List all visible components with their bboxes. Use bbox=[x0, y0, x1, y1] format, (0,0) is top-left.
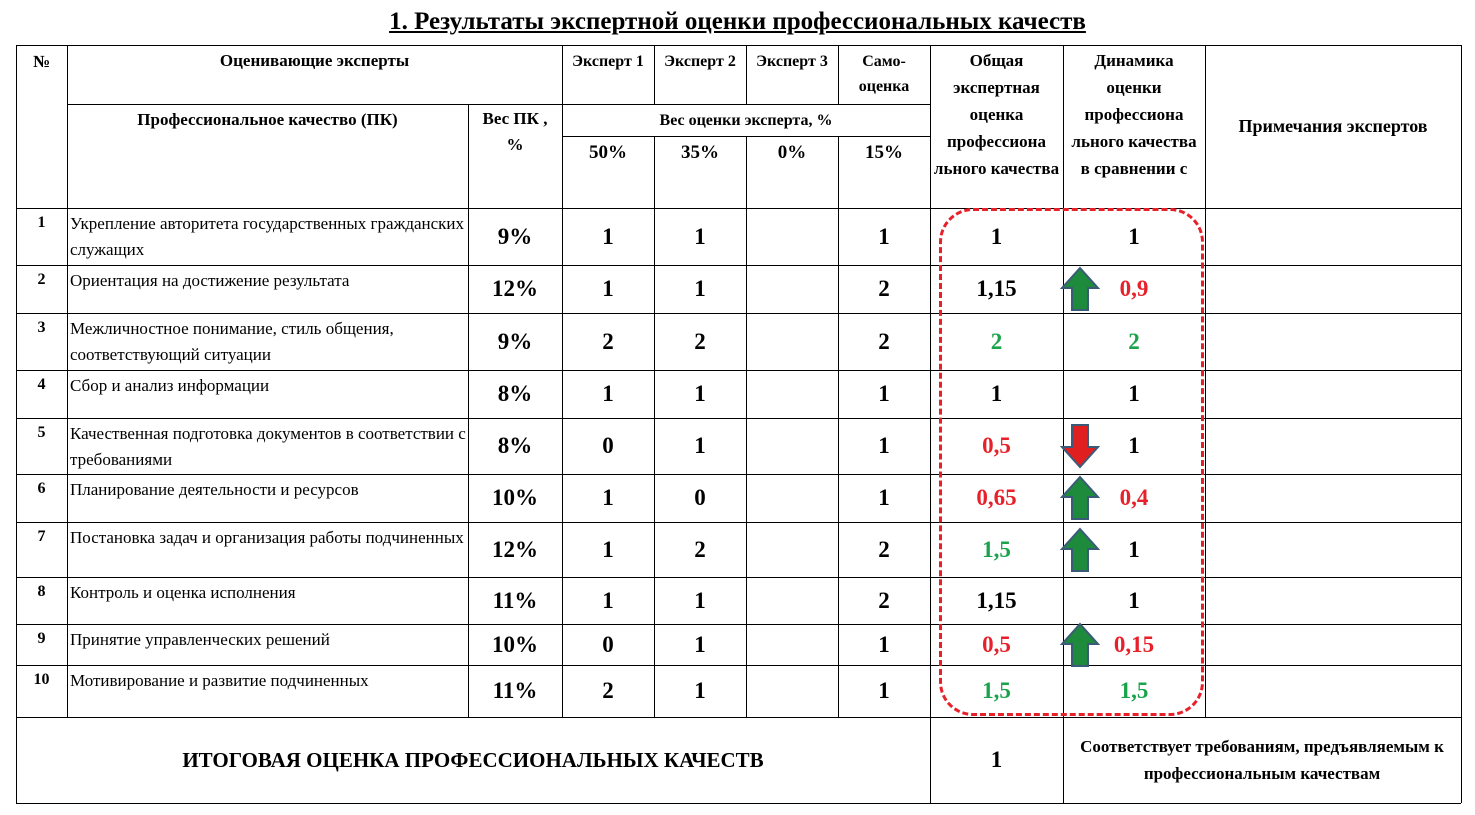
expert-1-score: 1 bbox=[602, 223, 614, 249]
header-professional-quality: Профессиональное качество (ПК) bbox=[137, 109, 398, 129]
header-self-assessment: Само-оценка bbox=[858, 53, 910, 95]
expert-1-score: 1 bbox=[602, 276, 614, 301]
row-number: 3 bbox=[37, 319, 46, 336]
dynamics-value: 0,15 bbox=[1113, 631, 1155, 657]
col-line bbox=[838, 45, 839, 104]
expert-2-score: 0 bbox=[694, 485, 706, 510]
dynamics-value: 1 bbox=[1128, 536, 1140, 562]
expert-2-score: 1 bbox=[694, 678, 706, 703]
header-expert-1: Эксперт 1 bbox=[572, 53, 644, 70]
expert-1-score: 2 bbox=[602, 678, 614, 703]
overall-score: 1,15 bbox=[976, 587, 1017, 613]
self-score: 1 bbox=[878, 433, 890, 458]
dynamics-value: 0,4 bbox=[1119, 485, 1149, 510]
quality-name: Принятие управленческих решений bbox=[70, 630, 330, 649]
quality-weight: 10% bbox=[492, 631, 538, 657]
row-number: 1 bbox=[37, 214, 46, 231]
dynamics-value: 1,5 bbox=[1119, 678, 1149, 703]
quality-weight: 9% bbox=[497, 223, 533, 249]
quality-name: Межличностное понимание, стиль общения, соответствующий ситуации bbox=[70, 319, 394, 364]
header-evaluating-experts: Оценивающие эксперты bbox=[219, 51, 410, 70]
quality-name: Ориентация на достижение результата bbox=[70, 271, 350, 290]
dynamics-value: 1 bbox=[1128, 433, 1140, 458]
overall-score: 2 bbox=[990, 328, 1003, 354]
self-score: 2 bbox=[878, 328, 890, 354]
dynamics-value: 1 bbox=[1128, 587, 1140, 613]
overall-score: 1,5 bbox=[982, 678, 1011, 703]
header-expert-2: Эксперт 2 bbox=[664, 53, 736, 70]
self-score: 1 bbox=[878, 223, 890, 249]
expert-note bbox=[1205, 418, 1461, 474]
self-score: 2 bbox=[878, 536, 890, 562]
expert-3-score bbox=[746, 522, 838, 577]
expert-3-score bbox=[746, 370, 838, 418]
expert-1-score: 1 bbox=[602, 485, 614, 510]
row-number: 7 bbox=[37, 528, 46, 545]
quality-weight: 11% bbox=[492, 678, 538, 703]
expert-1-score: 1 bbox=[602, 381, 614, 406]
self-score: 1 bbox=[878, 381, 890, 406]
expert-note bbox=[1205, 370, 1461, 418]
expert-2-score: 1 bbox=[694, 276, 706, 301]
expert-note bbox=[1205, 313, 1461, 370]
quality-weight: 8% bbox=[497, 381, 533, 406]
expert-2-score: 1 bbox=[694, 433, 706, 458]
expert-3-score bbox=[746, 418, 838, 474]
header-weight-pk-unit: % bbox=[506, 134, 524, 154]
dynamics-value: 1 bbox=[1128, 381, 1140, 406]
header-expert-3: Эксперт 3 bbox=[756, 53, 828, 70]
self-score: 2 bbox=[878, 587, 890, 613]
total-value: 1 bbox=[990, 747, 1003, 772]
header-expert-notes: Примечания экспертов bbox=[1238, 116, 1428, 136]
quality-name: Укрепление авторитета государственных гражданских служащих bbox=[70, 214, 465, 259]
expert-1-score: 0 bbox=[602, 433, 614, 458]
expert-note bbox=[1205, 265, 1461, 313]
expert-note bbox=[1205, 665, 1461, 717]
quality-name: Планирование деятельности и ресурсов bbox=[70, 480, 359, 499]
quality-weight: 11% bbox=[492, 587, 538, 613]
row-number: 10 bbox=[33, 671, 50, 688]
expert-3-score bbox=[746, 208, 838, 265]
row-number: 5 bbox=[37, 424, 46, 441]
expert-3-score bbox=[746, 577, 838, 624]
expert-1-score: 2 bbox=[602, 328, 614, 354]
expert-2-score: 1 bbox=[694, 587, 706, 613]
expert-2-score: 1 bbox=[694, 631, 706, 657]
expert-2-score: 1 bbox=[694, 223, 706, 249]
overall-score: 0,5 bbox=[982, 631, 1011, 657]
dynamics-value: 1 bbox=[1128, 223, 1140, 249]
row-number: 4 bbox=[37, 376, 46, 393]
quality-weight: 9% bbox=[497, 328, 533, 354]
expert-3-score bbox=[746, 665, 838, 717]
weight-expert-3: 0% bbox=[777, 141, 807, 163]
quality-name: Постановка задач и организация работы подчиненных bbox=[70, 528, 464, 547]
quality-name: Мотивирование и развитие подчиненных bbox=[70, 671, 369, 690]
overall-score: 1 bbox=[990, 223, 1003, 249]
quality-weight: 8% bbox=[497, 433, 533, 458]
overall-score: 1,5 bbox=[982, 536, 1011, 562]
overall-score: 1 bbox=[990, 381, 1003, 406]
header-number: № bbox=[32, 51, 51, 71]
quality-weight: 10% bbox=[492, 485, 538, 510]
weight-self: 15% bbox=[865, 141, 903, 163]
expert-note bbox=[1205, 474, 1461, 522]
quality-name: Сбор и анализ информации bbox=[70, 376, 270, 395]
expert-note bbox=[1205, 208, 1461, 265]
row-number: 8 bbox=[37, 583, 46, 600]
header-overall-assessment: Общая экспертная оценка профессиона льного качества bbox=[933, 51, 1060, 178]
page-title: 1. Результаты экспертной оценки профессиональных качеств bbox=[389, 8, 1086, 35]
self-score: 1 bbox=[878, 485, 890, 510]
header-weight-pk: Вес ПК , bbox=[482, 108, 548, 128]
row-number: 6 bbox=[37, 480, 46, 497]
self-score: 1 bbox=[878, 631, 890, 657]
weight-expert-2: 35% bbox=[681, 141, 719, 163]
header-dynamics: Динамика оценки профессиона льного качества в сравнении с bbox=[1071, 51, 1197, 178]
quality-name: Контроль и оценка исполнения bbox=[70, 583, 296, 602]
expert-2-score: 1 bbox=[694, 381, 706, 406]
expert-2-score: 2 bbox=[694, 328, 706, 354]
expert-3-score bbox=[746, 624, 838, 665]
table-border-right bbox=[1461, 45, 1462, 803]
quality-name: Качественная подготовка документов в соответствии с требованиями bbox=[70, 424, 466, 469]
overall-score: 0,5 bbox=[982, 433, 1011, 458]
expert-3-score bbox=[746, 265, 838, 313]
highlight-dashed-box bbox=[939, 208, 1204, 716]
expert-1-score: 1 bbox=[602, 536, 614, 562]
self-score: 2 bbox=[878, 276, 890, 301]
table-border-bottom bbox=[16, 803, 1461, 804]
expert-note bbox=[1205, 522, 1461, 577]
quality-weight: 12% bbox=[492, 276, 538, 301]
col-line bbox=[654, 45, 655, 104]
expert-3-score bbox=[746, 474, 838, 522]
overall-score: 0,65 bbox=[976, 485, 1017, 510]
dynamics-value: 2 bbox=[1128, 328, 1140, 354]
expert-note bbox=[1205, 577, 1461, 624]
row-number: 2 bbox=[37, 271, 46, 288]
overall-score: 1,15 bbox=[976, 276, 1017, 301]
total-conclusion: Соответствует требованиям, предъявляемым к профессиональным качествам bbox=[1080, 737, 1444, 783]
expert-1-score: 0 bbox=[602, 631, 614, 657]
row-number: 9 bbox=[37, 630, 46, 647]
expert-3-score bbox=[746, 313, 838, 370]
header-expert-weight: Вес оценки эксперта, % bbox=[659, 111, 833, 129]
expert-note bbox=[1205, 624, 1461, 665]
expert-1-score: 1 bbox=[602, 587, 614, 613]
quality-weight: 12% bbox=[492, 536, 538, 562]
weight-expert-1: 50% bbox=[589, 141, 627, 163]
col-line bbox=[746, 45, 747, 104]
total-label: ИТОГОВАЯ ОЦЕНКА ПРОФЕССИОНАЛЬНЫХ КАЧЕСТВ bbox=[182, 747, 764, 772]
self-score: 1 bbox=[878, 678, 890, 703]
dynamics-value: 0,9 bbox=[1119, 276, 1149, 301]
expert-2-score: 2 bbox=[694, 536, 706, 562]
